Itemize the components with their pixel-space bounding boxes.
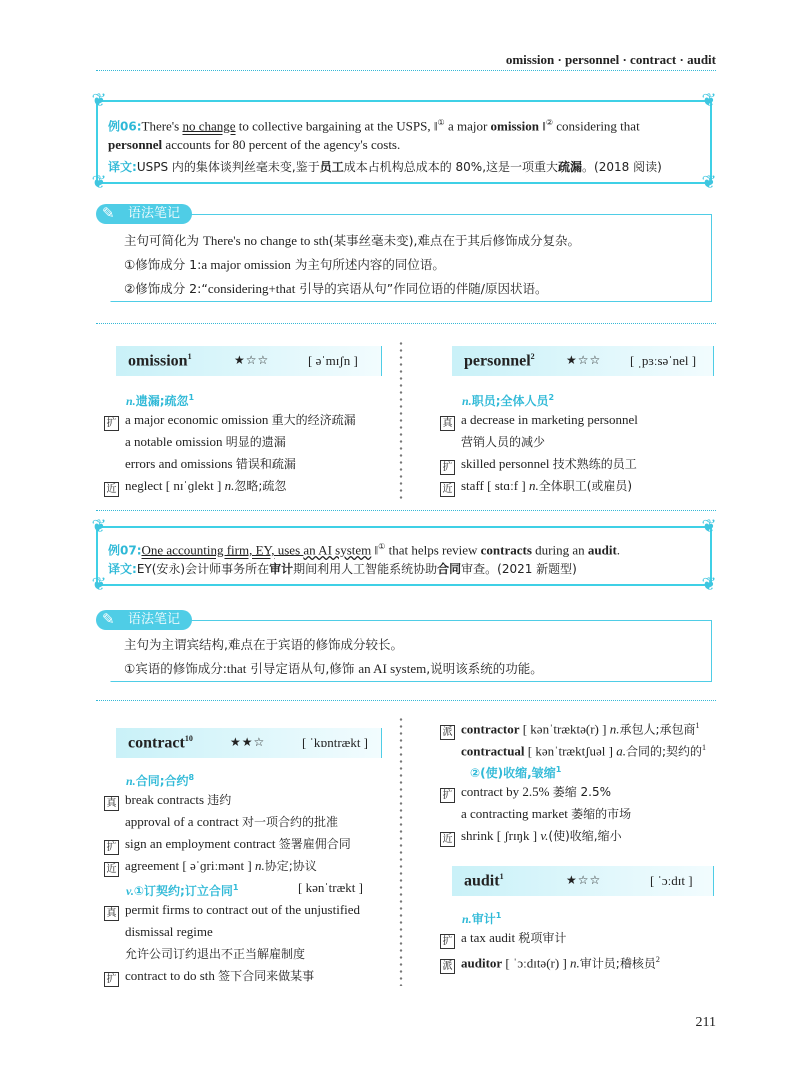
page-number: 211 xyxy=(695,1015,716,1030)
cn: 签下合同来做某事 xyxy=(218,969,315,983)
contract-ex-6 xyxy=(125,922,213,942)
cn: 合同的;契约的 xyxy=(626,744,703,759)
frequency: 1 xyxy=(232,883,239,892)
sentence-part: a major xyxy=(444,118,491,134)
pos: a. xyxy=(616,743,626,759)
example-06-line-2 xyxy=(108,134,400,156)
example-label: 例07: xyxy=(108,543,142,558)
personnel-meaning xyxy=(462,388,554,411)
grammar-label: 语法笔记 xyxy=(128,612,181,627)
frequency: 2 xyxy=(655,955,660,964)
frequency: 1 xyxy=(499,872,504,881)
marker-box: 扩 xyxy=(440,934,455,949)
omission-ex-4 xyxy=(104,476,286,497)
marker-box: 近 xyxy=(440,482,455,497)
translation-label: 译文: xyxy=(108,160,137,174)
en: errors and omissions xyxy=(125,456,236,471)
frequency: 10 xyxy=(184,734,193,743)
text: ①宾语的修饰成分: xyxy=(124,661,227,676)
text: 为主句所述内容的同位语。 xyxy=(290,257,445,272)
headword-text: omission xyxy=(128,352,188,370)
entry-omission-head xyxy=(116,346,382,376)
cn: 重大的经济疏漏 xyxy=(271,413,356,427)
en: contract by 2.5% xyxy=(461,784,553,799)
derivative: contractor xyxy=(461,721,520,737)
phonetic: [ ˈɔːdɪtə(r) ] xyxy=(502,955,571,971)
meaning: 职员;全体人员 xyxy=(471,394,549,408)
keyword: omission xyxy=(490,118,539,134)
headword xyxy=(464,352,535,370)
text: a major omission xyxy=(201,257,291,272)
star-rating: ★☆☆ xyxy=(566,873,602,887)
cn: 萎缩的市场 xyxy=(571,807,632,821)
cn: 错误和疏漏 xyxy=(235,457,296,471)
marker-box: 真 xyxy=(104,906,119,921)
audit-derivative-1 xyxy=(440,950,660,974)
grammar-2-line-2 xyxy=(124,658,543,680)
cn: 违约 xyxy=(207,793,232,807)
star-rating: ★☆☆ xyxy=(566,353,602,367)
sentence-part: considering that xyxy=(553,118,640,134)
pos: v. xyxy=(540,828,549,843)
translation-part: EY(安永)会计师事务所在 xyxy=(136,562,270,576)
ornament-icon: ❦ xyxy=(91,90,107,111)
translation-part: 审查。(2021 新题型) xyxy=(461,562,577,576)
headword-text: contract xyxy=(128,734,185,752)
en: staff [ stɑːf ] xyxy=(461,478,529,493)
marker-box: 扩 xyxy=(440,788,455,803)
text: that xyxy=(226,661,247,676)
cn: 忽略;疏忽 xyxy=(234,479,287,493)
frequency: 1 xyxy=(702,743,707,752)
translation-part: 期间利用人工智能系统协助 xyxy=(293,562,438,576)
pos: n. xyxy=(254,858,265,873)
text: 引导的宾语从句”作同位语的伴随/原因状语。 xyxy=(295,281,548,296)
keyword: personnel xyxy=(108,137,163,152)
contract-meaning-3 xyxy=(470,760,561,783)
derivative: auditor xyxy=(461,955,503,971)
phonetic: [ kənˈtræktə(r) ] xyxy=(519,721,610,737)
pos: n. xyxy=(528,478,539,493)
pos: v. xyxy=(126,884,134,898)
en: a decrease in marketing personnel xyxy=(461,412,638,427)
marker-box: 近 xyxy=(104,482,119,497)
entry-audit-head xyxy=(452,866,714,896)
phonetic: [ əˈmɪʃn ] xyxy=(308,353,358,368)
phonetic: [ kənˈtræktʃuəl ] xyxy=(524,743,617,759)
meaning: 审计 xyxy=(471,912,496,926)
contract-ex-8 xyxy=(440,782,611,803)
marker-box: 真 xyxy=(104,796,119,811)
audit-ex-1 xyxy=(440,928,566,949)
pen-icon: ✎ xyxy=(102,610,115,628)
pen-icon: ✎ xyxy=(102,204,115,222)
contract-ex-6-cn xyxy=(125,944,305,964)
text: 主句可简化为 xyxy=(124,233,203,248)
grammar-1-line-2 xyxy=(124,254,445,276)
pos: n. xyxy=(126,394,136,408)
sentence-object: an AI system xyxy=(303,542,372,558)
marker: ① xyxy=(437,118,445,127)
grammar-2-line-1 xyxy=(124,634,403,656)
contract-derivative-1 xyxy=(440,716,700,740)
marker-box: 近 xyxy=(104,862,119,877)
frequency: 1 xyxy=(495,911,502,920)
frequency: 1 xyxy=(695,721,700,730)
marker: ② xyxy=(545,118,554,127)
text: 引导定语从句,修饰 xyxy=(246,661,359,676)
text: (某事丝毫未变),难点在于其后修饰成分复杂。 xyxy=(328,233,581,248)
pos: n. xyxy=(609,721,620,737)
ornament-icon: ❦ xyxy=(701,90,717,111)
en: a notable omission xyxy=(125,434,226,449)
example-07-translation xyxy=(108,558,577,580)
text: considering+that xyxy=(207,281,296,296)
sentence-subject: One accounting firm, EY, xyxy=(141,542,275,558)
example-label: 例06: xyxy=(108,119,142,134)
translation-part: 成本占机构总成本的 80%,这是一项重大 xyxy=(343,160,559,174)
en: shrink [ ʃrɪŋk ] xyxy=(461,828,541,843)
cn: (使)收缩,缩小 xyxy=(548,829,622,843)
frequency: 2 xyxy=(548,393,555,402)
personnel-ex-2 xyxy=(440,454,637,475)
contract-derivative-2 xyxy=(461,738,706,761)
meaning: 遗漏;疏忽 xyxy=(135,394,189,408)
running-header: omission · personnel · contract · audit xyxy=(505,52,716,67)
contract-ex-2 xyxy=(125,812,338,832)
section-separator xyxy=(96,323,716,324)
phonetic: [ ˈkɒntrækt ] xyxy=(302,735,369,750)
cn: 承包人;承包商 xyxy=(619,722,696,737)
frequency: 1 xyxy=(187,352,192,361)
grammar-1-line-1 xyxy=(124,230,580,252)
audit-meaning xyxy=(462,906,501,929)
en: a major economic omission xyxy=(125,412,272,427)
omission-ex-3 xyxy=(125,454,296,474)
marker-box: 派 xyxy=(440,725,455,740)
contract-ex-5 xyxy=(104,900,360,921)
sentence-part: ‖ xyxy=(538,118,546,134)
sentence-verb: uses xyxy=(274,542,304,558)
ornament-icon: ❦ xyxy=(91,516,107,537)
column-divider xyxy=(398,340,404,500)
marker-box: 扩 xyxy=(104,840,119,855)
pos: n. xyxy=(126,774,136,788)
marker-box: 近 xyxy=(440,832,455,847)
cn: 萎缩 2.5% xyxy=(552,785,612,799)
translation-keyword: 合同 xyxy=(437,562,462,576)
cn: 允许公司订约退出不正当解雇制度 xyxy=(125,947,306,961)
frequency: 2 xyxy=(530,352,535,361)
contract-ex-7 xyxy=(104,966,314,987)
text: ②修饰成分 2:“ xyxy=(124,281,208,296)
omission-ex-1 xyxy=(104,410,356,431)
en: a contracting market xyxy=(461,806,572,821)
pos: n. xyxy=(462,394,472,408)
translation-keyword: 疏漏 xyxy=(558,160,583,174)
meaning: ②(使)收缩,皱缩 xyxy=(470,766,556,780)
omission-ex-2 xyxy=(125,432,286,452)
contract-ex-4 xyxy=(104,856,317,877)
section-separator xyxy=(96,700,716,701)
keyword: audit xyxy=(587,542,617,558)
text: There's no change to sth xyxy=(202,233,329,248)
sentence-part: during an xyxy=(531,542,588,558)
sentence-part: accounts for 80 percent of the agency's costs. xyxy=(162,137,401,152)
grammar-note-2-tag xyxy=(96,610,192,630)
pos: n. xyxy=(462,912,472,926)
keyword: contracts xyxy=(480,542,532,558)
text: an AI system xyxy=(358,661,427,676)
cn: 营销人员的减少 xyxy=(461,435,546,449)
en: dismissal regime xyxy=(125,924,213,939)
contract-meaning-2 xyxy=(126,878,238,901)
marker-box: 真 xyxy=(440,416,455,431)
en: contract to do sth xyxy=(125,968,219,983)
marker-box: 扩 xyxy=(440,460,455,475)
ornament-icon: ❦ xyxy=(91,172,107,193)
contract-ex-1 xyxy=(104,790,231,811)
en: a tax audit xyxy=(461,930,519,945)
entry-contract-head xyxy=(116,728,382,758)
grammar-1-line-3 xyxy=(124,278,547,300)
cn: 税项审计 xyxy=(518,931,567,945)
translation-keyword: 员工 xyxy=(319,160,344,174)
grammar-note-1-tag xyxy=(96,204,192,224)
cn: 技术熟练的员工 xyxy=(552,457,637,471)
example-06-translation xyxy=(108,156,662,178)
ornament-icon: ❦ xyxy=(91,574,107,595)
headword xyxy=(128,352,192,370)
pos: n. xyxy=(570,955,580,971)
marker-box: 扩 xyxy=(104,416,119,431)
translation-part: 。(2018 阅读) xyxy=(582,160,662,174)
sentence-part: ‖ xyxy=(371,542,379,558)
derivative: contractual xyxy=(461,743,525,759)
sentence-part: There's xyxy=(141,118,183,134)
ornament-icon: ❦ xyxy=(701,516,717,537)
entry-personnel-head xyxy=(452,346,714,376)
column-divider xyxy=(398,716,404,986)
sentence-part: that helps review xyxy=(385,542,481,558)
translation-label: 译文: xyxy=(108,562,137,576)
marker-box: 派 xyxy=(440,959,455,974)
meaning: ①订契约;订立合同 xyxy=(133,884,233,898)
star-rating: ★★☆ xyxy=(230,735,266,749)
text: 主句为主谓宾结构,难点在于宾语的修饰成分较长。 xyxy=(124,637,403,652)
phonetic: [ ˌpɜːsəˈnel ] xyxy=(630,353,697,368)
en: approval of a contract xyxy=(125,814,242,829)
marker-box: 扩 xyxy=(104,972,119,987)
contract-meaning-1 xyxy=(126,768,194,791)
grammar-label: 语法笔记 xyxy=(128,206,181,221)
personnel-ex-1 xyxy=(440,410,638,431)
headword-text: personnel xyxy=(464,352,531,370)
star-rating: ★☆☆ xyxy=(234,353,270,367)
headword xyxy=(464,872,504,890)
en: permit firms to contract out of the unjustified xyxy=(125,902,361,917)
sentence-part: to collective bargaining at the USPS, ‖ xyxy=(235,118,438,134)
en: neglect [ nɪˈɡlekt ] xyxy=(125,478,225,493)
frequency: 1 xyxy=(555,765,562,774)
en: break contracts xyxy=(125,792,208,807)
translation-keyword: 审计 xyxy=(269,562,294,576)
cn: 签署雇佣合同 xyxy=(278,837,351,851)
frequency: 1 xyxy=(188,393,195,402)
translation-part: USPS 内的集体谈判丝毫未变,鉴于 xyxy=(136,160,320,174)
personnel-ex-1-cn xyxy=(461,432,545,452)
en: agreement [ əˈɡriːmənt ] xyxy=(125,858,255,873)
ornament-icon: ❦ xyxy=(701,574,717,595)
omission-meaning xyxy=(126,388,194,411)
contract-ex-9 xyxy=(461,804,631,824)
frequency: 8 xyxy=(188,773,195,782)
contract-phonetic-2: [ kənˈtrækt ] xyxy=(298,880,363,895)
pos: n. xyxy=(224,478,235,493)
phonetic: [ ˈɔːdɪt ] xyxy=(650,873,693,888)
text: ,说明该系统的功能。 xyxy=(426,661,543,676)
header-rule xyxy=(96,70,716,71)
cn: 对一项合约的批准 xyxy=(241,815,338,829)
marker: ① xyxy=(378,542,386,551)
meaning: 合同;合约 xyxy=(135,774,189,788)
sentence-part: . xyxy=(616,542,621,558)
cn: 审计员;稽核员 xyxy=(579,956,656,971)
section-separator xyxy=(96,510,716,511)
cn: 协定;协议 xyxy=(264,859,317,873)
contract-ex-10 xyxy=(440,826,622,847)
contract-ex-3 xyxy=(104,834,351,855)
en: sign an employment contract xyxy=(125,836,279,851)
headword-text: audit xyxy=(464,872,500,890)
cn: 明显的遗漏 xyxy=(225,435,286,449)
text: ①修饰成分 1: xyxy=(124,257,202,272)
headword xyxy=(128,734,193,752)
personnel-ex-3 xyxy=(440,476,632,497)
en: skilled personnel xyxy=(461,456,553,471)
sentence-subject: no change xyxy=(182,118,236,134)
cn: 全体职工(或雇员) xyxy=(538,479,633,493)
ornament-icon: ❦ xyxy=(701,172,717,193)
